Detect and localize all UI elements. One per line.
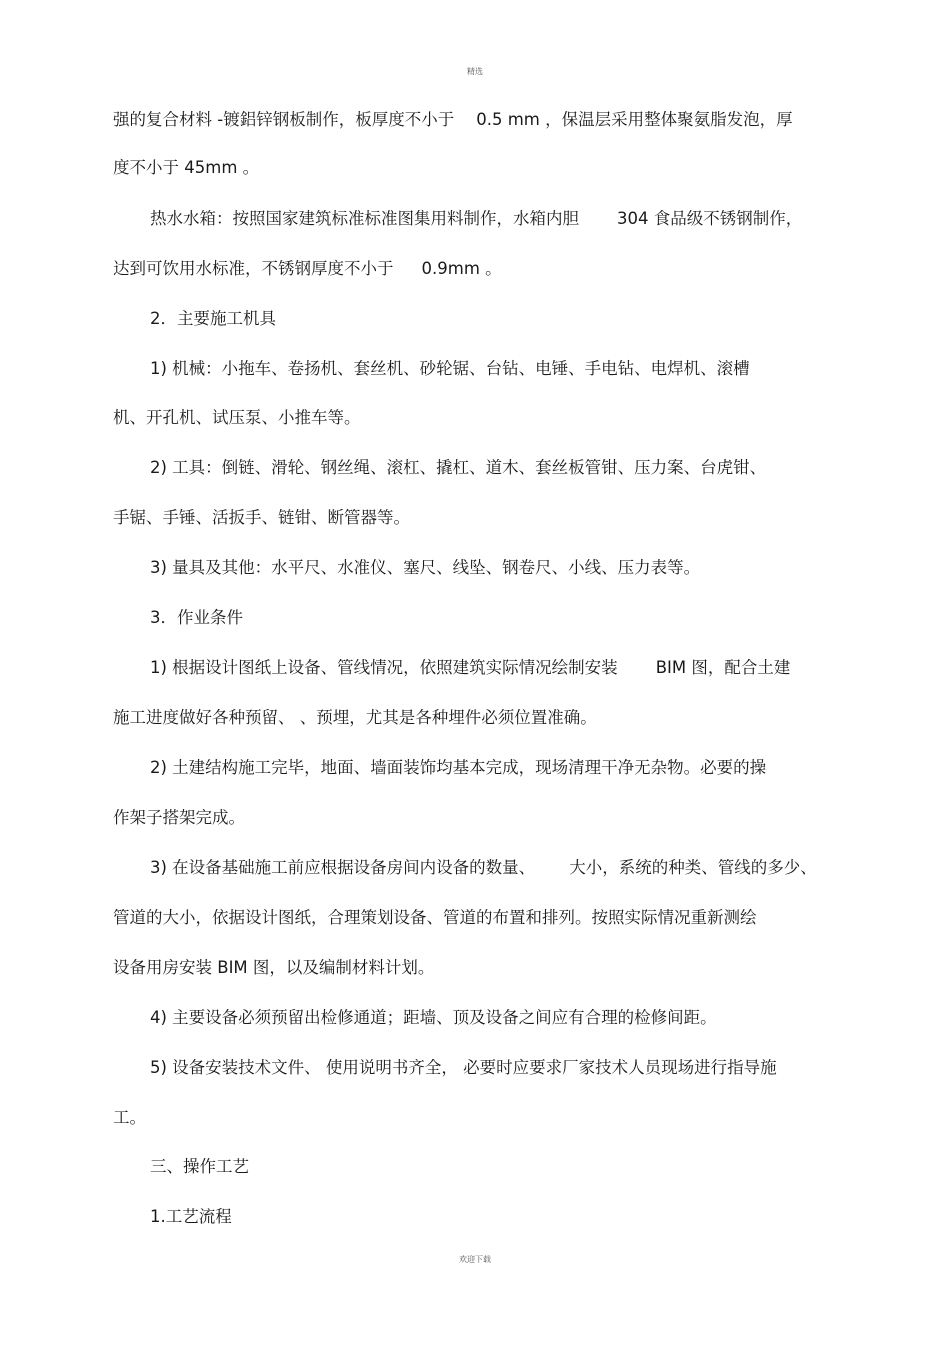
paragraph-line: 2) 土建结构施工完毕，地面、墙面装饰均基本完成，现场清理干净无杂物。必要的操 [150, 758, 767, 777]
text-span: 热水水箱：按照国家建筑标准标准图集用料制作，水箱内胆 [150, 209, 579, 228]
paragraph-line [113, 110, 793, 130]
paragraph-line: 机、开孔机、试压泵、小推车等。 [113, 408, 361, 427]
paragraph-line: 作架子搭架完成。 [113, 808, 245, 827]
paragraph-line [113, 259, 502, 279]
page-footer-mark: 欢迎下载 [459, 1255, 491, 1264]
paragraph-line: 3) 量具及其他：水平尺、水准仪、塞尺、线坠、钢卷尺、小线、压力表等。 [150, 558, 701, 577]
paragraph-line: 4) 主要设备必须预留出检修通道；距墙、顶及设备之间应有合理的检修间距。 [150, 1008, 717, 1027]
text-span: 0.9mm 。 [421, 259, 502, 278]
section-heading: 3．作业条件 [150, 608, 243, 627]
paragraph-line: 管道的大小，依据设计图纸，合理策划设备、管道的布置和排列。按照实际情况重新测绘 [113, 908, 757, 927]
text-span: 304 食品级不锈钢制作， [617, 209, 803, 228]
section-heading: 1.工艺流程 [150, 1207, 232, 1226]
paragraph-line: 1) 机械：小拖车、卷扬机、套丝机、砂轮锯、台钻、电锤、手电钻、电焊机、滚槽 [150, 359, 750, 378]
text-span: 达到可饮用水标准，不锈钢厚度不小于 [113, 259, 394, 278]
paragraph-line [150, 858, 817, 878]
paragraph-line: 施工进度做好各种预留、 、预埋，尤其是各种埋件必须位置准确。 [113, 708, 597, 727]
text-span: 0.5 mm ，保温层采用整体聚氨脂发泡，厚 [476, 110, 793, 129]
text-span: 强的复合材料 -镀鋁锌钢板制作，板厚度不小于 [113, 110, 455, 129]
text-span: 大小，系统的种类、管线的多少、 [569, 858, 817, 877]
paragraph-line: 手锯、手锤、活扳手、链钳、断管器等。 [113, 508, 410, 527]
paragraph-line: 度不小于 45mm 。 [113, 158, 260, 177]
text-span: BIM 图，配合土建 [655, 658, 791, 677]
section-heading: 2．主要施工机具 [150, 309, 276, 328]
text-span: 3) 在设备基础施工前应根据设备房间内设备的数量、 [150, 858, 536, 877]
paragraph-line: 5) 设备安装技术文件、 使用说明书齐全， 必要时应要求厂家技术人员现场进行指导施 [150, 1058, 777, 1077]
paragraph-line: 2) 工具：倒链、滑轮、钢丝绳、滚杠、撬杠、道木、套丝板管钳、压力案、台虎钳、 [150, 458, 767, 477]
paragraph-line [150, 658, 790, 678]
paragraph-line [150, 209, 802, 229]
paragraph-line: 设备用房安装 BIM 图，以及编制材料计划。 [113, 958, 435, 977]
page-header-mark: 精选 [467, 67, 483, 76]
paragraph-line: 工。 [113, 1108, 146, 1127]
section-heading: 三、操作工艺 [150, 1157, 249, 1176]
text-span: 1) 根据设计图纸上设备、管线情况，依照建筑实际情况绘制安装 [150, 658, 618, 677]
